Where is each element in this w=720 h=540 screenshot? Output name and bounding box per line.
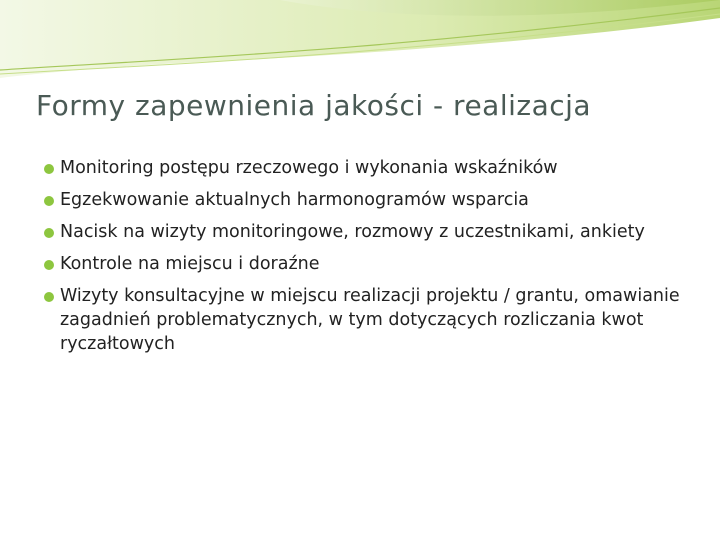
bullet-dot-icon	[44, 196, 54, 206]
bullet-dot-icon	[44, 164, 54, 174]
bullet-text: Monitoring postępu rzeczowego i wykonania wskaźników	[60, 158, 558, 178]
bullet-text: Wizyty konsultacyjne w miejscu realizacji projektu / grantu, omawianie zagadnień problematycznych, w tym dotyczących rozliczania kwot ryczałtowych	[60, 286, 680, 354]
slide-title: Formy zapewnienia jakości - realizacja	[36, 89, 592, 122]
bullet-dot-icon	[44, 228, 54, 238]
bullet-item	[44, 284, 684, 356]
bullet-item	[44, 252, 684, 276]
bullet-item	[44, 220, 684, 244]
bullet-text: Egzekwowanie aktualnych harmonogramów wsparcia	[60, 190, 529, 210]
bullet-item	[44, 188, 684, 212]
bullet-list	[44, 156, 684, 364]
bullet-text: Kontrole na miejscu i doraźne	[60, 254, 320, 274]
header-wave-decoration	[0, 0, 720, 90]
bullet-dot-icon	[44, 292, 54, 302]
bullet-item	[44, 156, 684, 180]
bullet-dot-icon	[44, 260, 54, 270]
bullet-text: Nacisk na wizyty monitoringowe, rozmowy z uczestnikami, ankiety	[60, 222, 645, 242]
